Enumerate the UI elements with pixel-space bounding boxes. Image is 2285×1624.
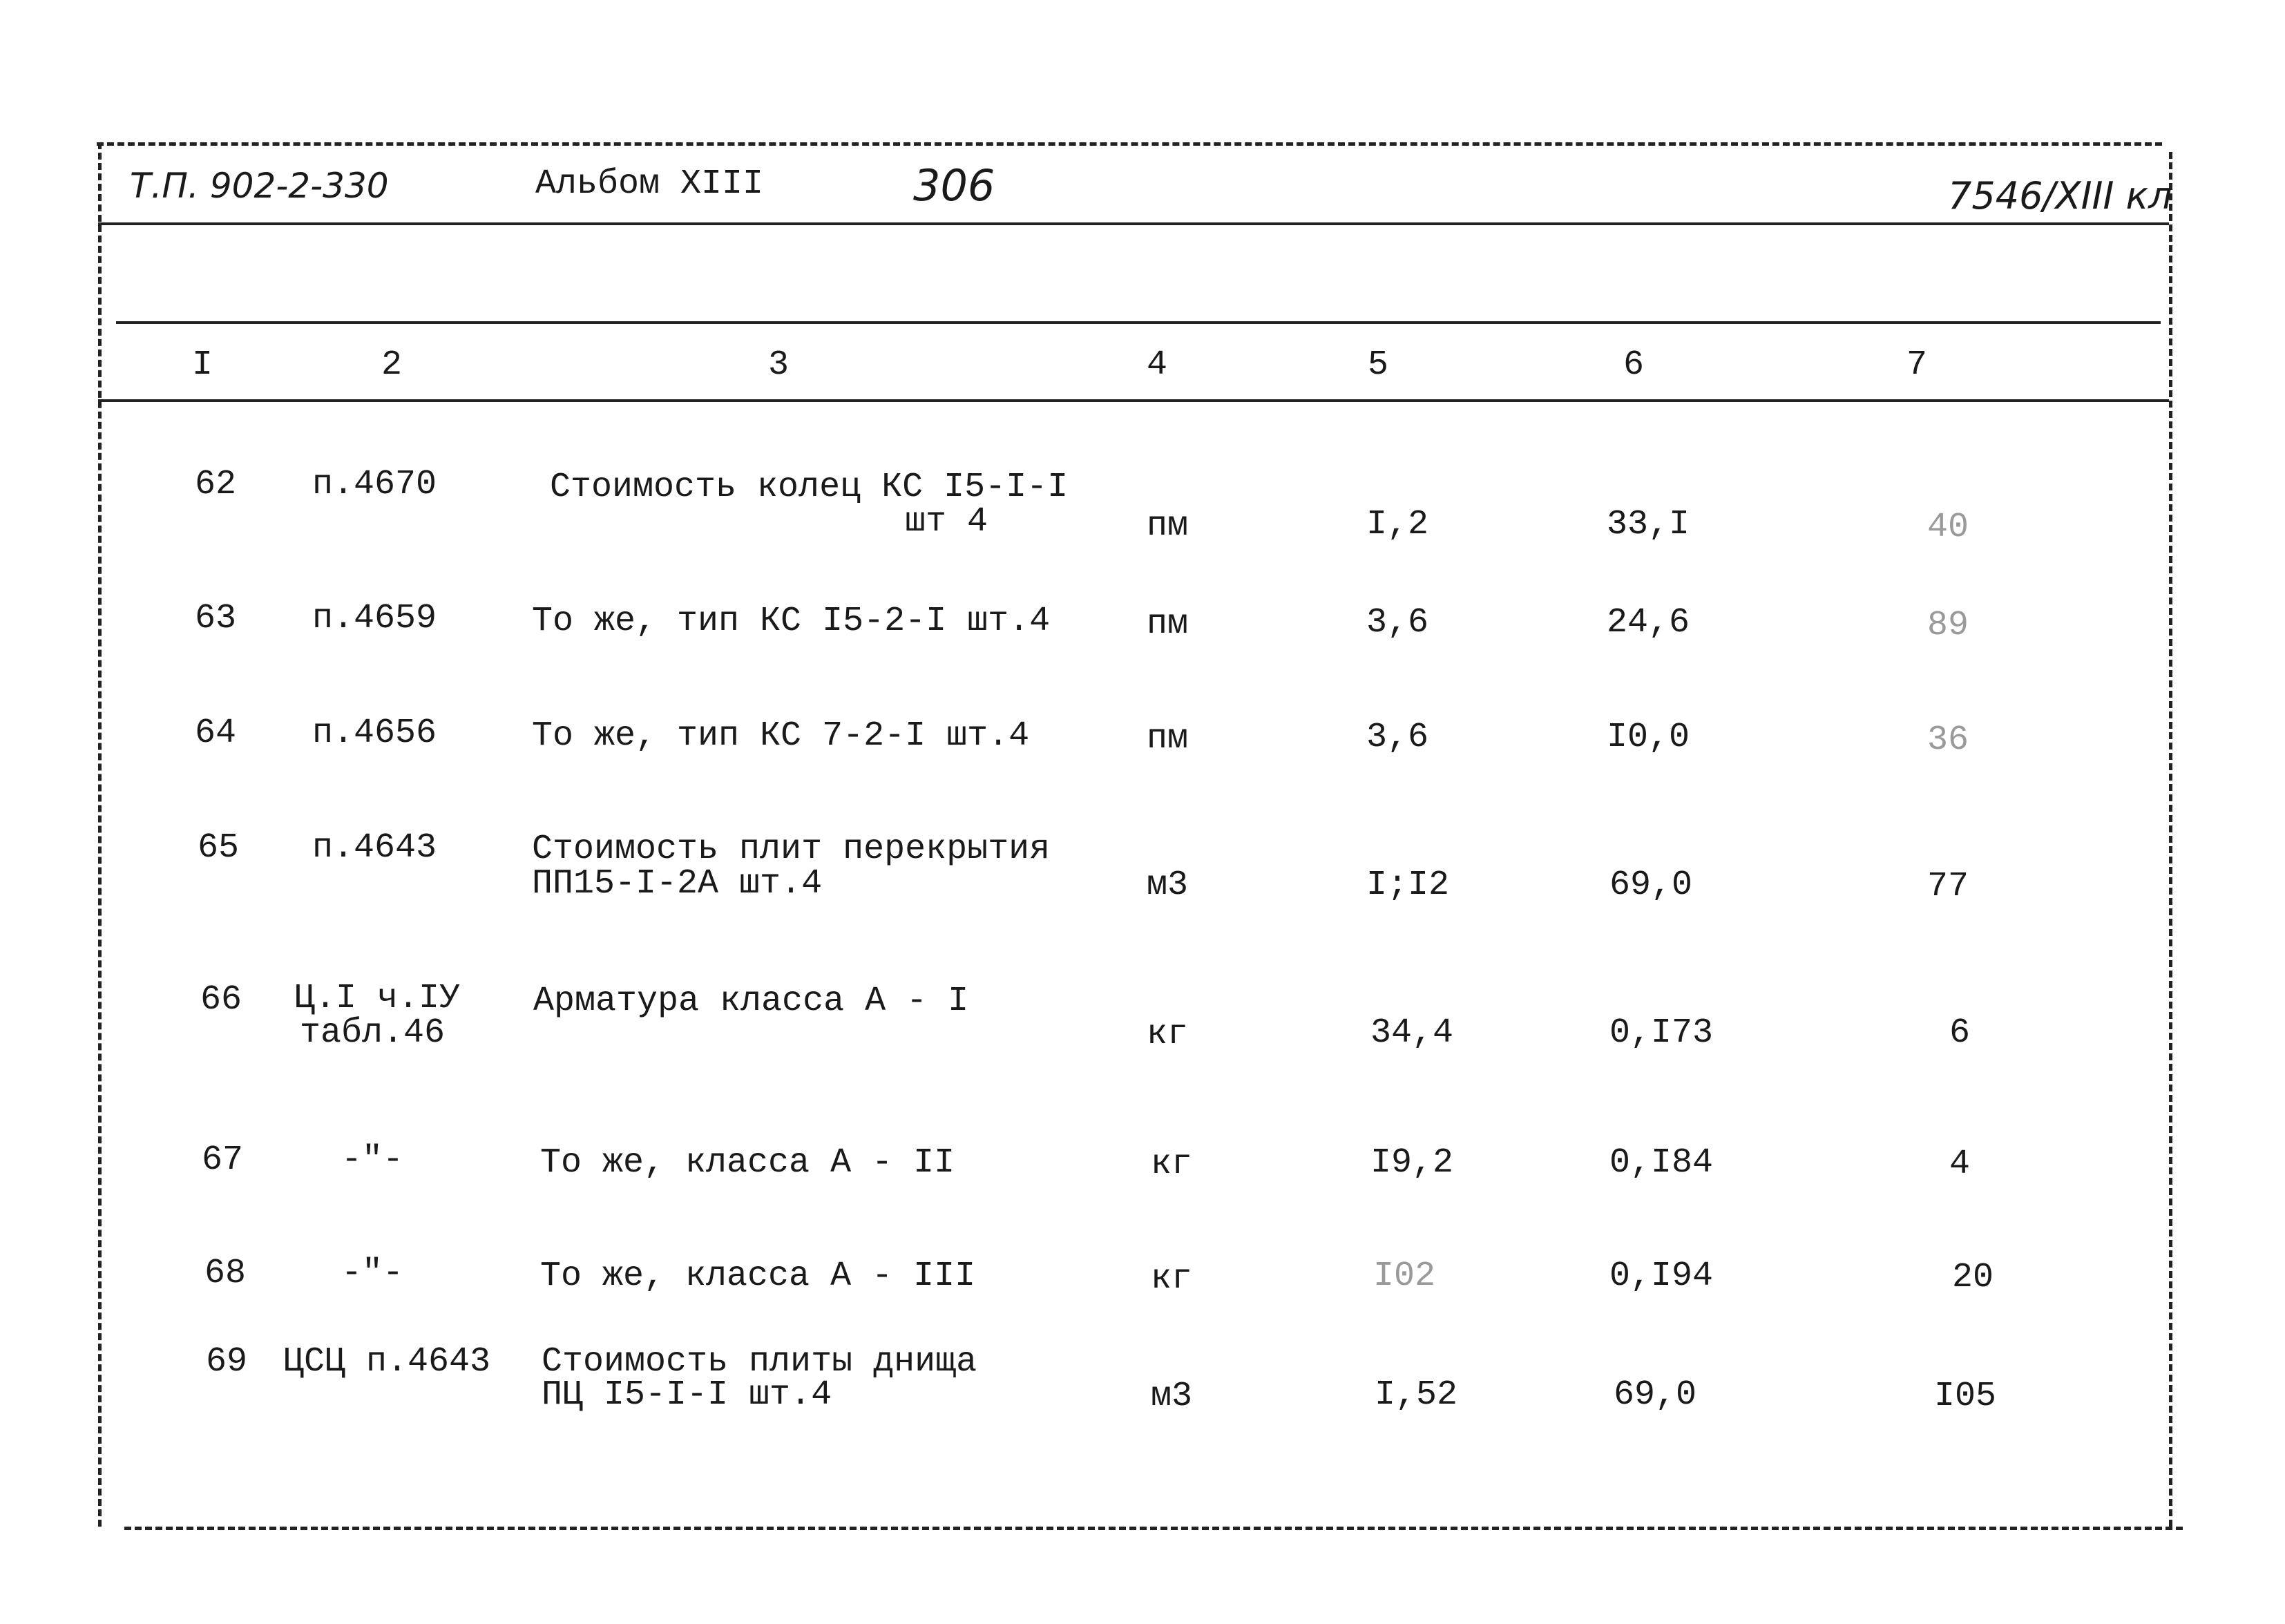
row-quantity: I9,2 bbox=[1370, 1143, 1454, 1183]
frame-left-border bbox=[98, 142, 102, 1527]
column-numbers-rule bbox=[98, 399, 2169, 402]
row-total: I05 bbox=[1934, 1377, 1997, 1416]
row-unit-price: 0,I84 bbox=[1609, 1143, 1714, 1183]
row-description: Стоимость плит перекрытия bbox=[532, 830, 1051, 869]
row-reference: п.4670 bbox=[312, 465, 437, 504]
row-unit: пм bbox=[1147, 506, 1189, 546]
row-number: 66 bbox=[200, 980, 242, 1020]
row-reference: ЦСЦ п.4643 bbox=[283, 1342, 491, 1382]
row-unit-price: 69,0 bbox=[1609, 866, 1693, 905]
row-number: 63 bbox=[195, 599, 237, 638]
row-reference: п.4656 bbox=[312, 714, 437, 753]
row-total: 89 bbox=[1927, 606, 1969, 645]
row-unit: м3 bbox=[1151, 1377, 1193, 1416]
row-number: 62 bbox=[195, 465, 237, 504]
row-total: 40 bbox=[1927, 508, 1969, 547]
column-number-5: 5 bbox=[1368, 345, 1389, 385]
column-number-1: I bbox=[192, 345, 213, 385]
column-number-7: 7 bbox=[1906, 345, 1928, 385]
header-rule bbox=[98, 222, 2169, 225]
row-number: 65 bbox=[198, 828, 240, 868]
row-reference: Ц.I ч.IУ bbox=[294, 979, 461, 1018]
row-description: То же, тип КС I5-2-I шт.4 bbox=[532, 602, 1051, 641]
row-number: 64 bbox=[195, 714, 237, 753]
page-number: 306 bbox=[913, 160, 995, 211]
frame-right-border bbox=[2169, 152, 2172, 1527]
row-number: 67 bbox=[202, 1140, 244, 1180]
album-label: Альбом XIII bbox=[535, 164, 764, 204]
frame-bottom-border bbox=[124, 1527, 2183, 1530]
column-number-6: 6 bbox=[1623, 345, 1645, 385]
row-unit: кг bbox=[1151, 1145, 1193, 1184]
row-unit: пм bbox=[1147, 604, 1189, 644]
row-total: 6 bbox=[1949, 1013, 1971, 1053]
row-description-line-2: ПП15-I-2А шт.4 bbox=[532, 864, 823, 904]
row-description: То же, тип КС 7-2-I шт.4 bbox=[532, 716, 1030, 756]
row-unit-price: 0,I94 bbox=[1609, 1257, 1714, 1296]
row-total: 20 bbox=[1952, 1258, 1994, 1297]
document-number: 7546/XIII кл bbox=[1948, 174, 2172, 218]
row-total: 4 bbox=[1949, 1145, 1971, 1184]
row-unit: кг bbox=[1147, 1015, 1189, 1054]
row-description-line-2: шт 4 bbox=[905, 502, 988, 542]
row-unit: пм bbox=[1147, 719, 1189, 758]
frame-top-border bbox=[97, 142, 2162, 146]
row-description: Стоимость колец КС I5-I-I bbox=[550, 468, 1069, 507]
row-quantity: I,52 bbox=[1375, 1375, 1458, 1415]
row-number: 68 bbox=[204, 1254, 247, 1293]
row-description: Арматура класса А - I bbox=[533, 982, 969, 1021]
column-number-2: 2 bbox=[381, 345, 403, 385]
row-reference: -"- bbox=[341, 1140, 404, 1180]
row-description: То же, класса А - III bbox=[540, 1257, 976, 1296]
row-description: То же, класса А - II bbox=[540, 1143, 955, 1183]
row-unit: кг bbox=[1151, 1259, 1193, 1299]
row-unit: м3 bbox=[1147, 866, 1189, 905]
row-quantity: I,2 bbox=[1366, 505, 1429, 544]
column-number-4: 4 bbox=[1147, 345, 1168, 385]
row-unit-price: 0,I73 bbox=[1609, 1013, 1714, 1053]
row-unit-price: 69,0 bbox=[1614, 1375, 1697, 1415]
row-total: 77 bbox=[1927, 867, 1969, 906]
row-quantity: 3,6 bbox=[1366, 603, 1429, 642]
row-unit-price: I0,0 bbox=[1607, 718, 1690, 757]
row-reference: п.4659 bbox=[312, 599, 437, 638]
row-description: Стоимость плиты днища bbox=[542, 1342, 977, 1382]
document-code: Т.П. 902-2-330 bbox=[130, 166, 389, 206]
row-quantity: 34,4 bbox=[1370, 1013, 1454, 1053]
row-unit-price: 24,6 bbox=[1607, 603, 1690, 642]
column-number-3: 3 bbox=[768, 345, 790, 385]
row-reference: п.4643 bbox=[312, 828, 437, 868]
row-unit-price: 33,I bbox=[1607, 505, 1690, 544]
row-reference: -"- bbox=[341, 1254, 404, 1293]
row-quantity: I02 bbox=[1373, 1257, 1436, 1296]
row-number: 69 bbox=[206, 1342, 248, 1382]
row-description-line-2: ПЦ I5-I-I шт.4 bbox=[542, 1375, 832, 1415]
row-total: 36 bbox=[1927, 720, 1969, 760]
table-top-rule bbox=[116, 321, 2161, 324]
row-quantity: I;I2 bbox=[1366, 866, 1450, 905]
row-reference-line-2: табл.46 bbox=[300, 1013, 446, 1053]
row-quantity: 3,6 bbox=[1366, 718, 1429, 757]
